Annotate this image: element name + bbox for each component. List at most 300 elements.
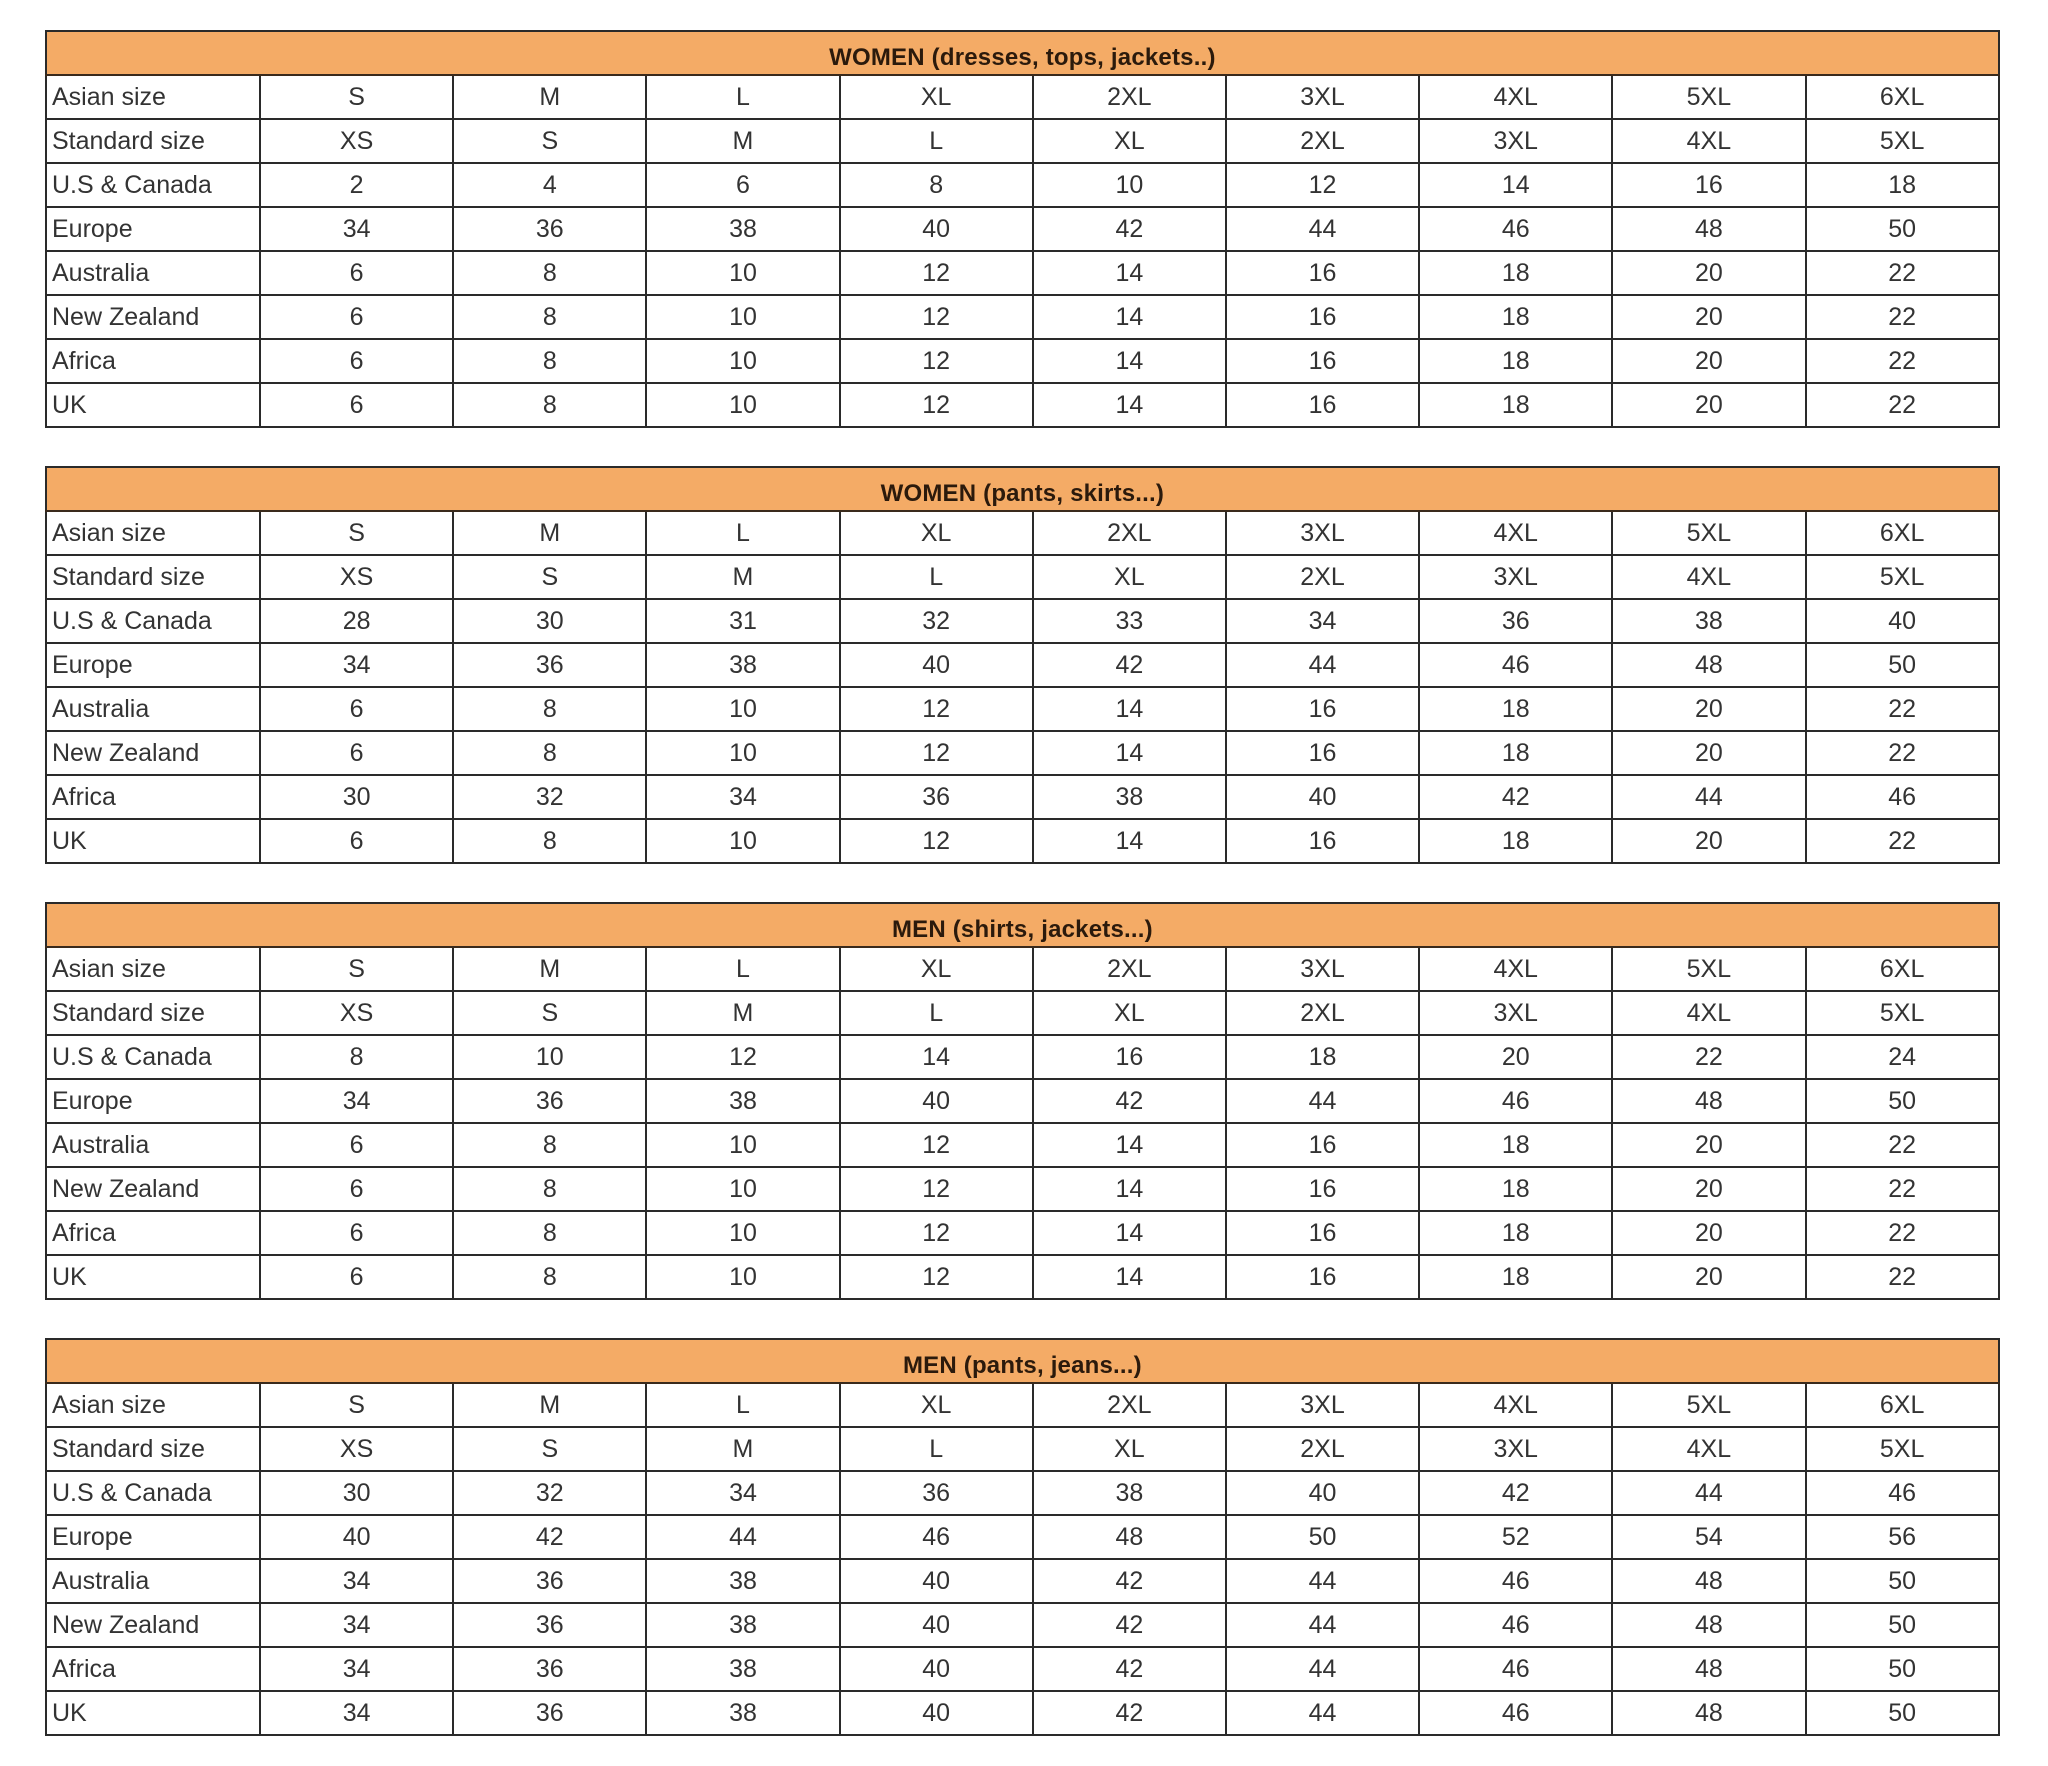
size-value-cell: XL xyxy=(840,947,1033,991)
size-value-cell: 12 xyxy=(840,731,1033,775)
size-value-cell: 40 xyxy=(840,1559,1033,1603)
size-value-cell: 36 xyxy=(453,1079,646,1123)
table-row xyxy=(46,819,1999,863)
size-value-cell: 6XL xyxy=(1806,1383,1999,1427)
size-value-cell: 5XL xyxy=(1612,75,1805,119)
table-row xyxy=(46,1471,1999,1515)
size-value-cell: 38 xyxy=(646,643,839,687)
size-value-cell: 44 xyxy=(1226,1559,1419,1603)
size-value-cell: 34 xyxy=(260,1079,453,1123)
row-label: Asian size xyxy=(46,75,260,119)
size-value-cell: 24 xyxy=(1806,1035,1999,1079)
size-value-cell: 6 xyxy=(260,1123,453,1167)
row-label: U.S & Canada xyxy=(46,163,260,207)
size-value-cell: 36 xyxy=(840,775,1033,819)
row-label: U.S & Canada xyxy=(46,1471,260,1515)
size-value-cell: 8 xyxy=(453,1167,646,1211)
size-value-cell: 48 xyxy=(1033,1515,1226,1559)
row-label: U.S & Canada xyxy=(46,1035,260,1079)
size-value-cell: 42 xyxy=(1033,1079,1226,1123)
row-label: UK xyxy=(46,1691,260,1735)
row-label: Africa xyxy=(46,775,260,819)
size-value-cell: 34 xyxy=(646,775,839,819)
size-value-cell: 54 xyxy=(1612,1515,1805,1559)
size-value-cell: 22 xyxy=(1806,339,1999,383)
size-value-cell: 40 xyxy=(840,207,1033,251)
size-value-cell: 22 xyxy=(1806,1123,1999,1167)
size-value-cell: 12 xyxy=(840,251,1033,295)
table-row xyxy=(46,339,1999,383)
size-value-cell: 10 xyxy=(453,1035,646,1079)
size-value-cell: 50 xyxy=(1806,1691,1999,1735)
size-value-cell: 20 xyxy=(1612,687,1805,731)
size-value-cell: 10 xyxy=(646,339,839,383)
size-value-cell: 42 xyxy=(1033,1691,1226,1735)
size-value-cell: 20 xyxy=(1612,819,1805,863)
size-value-cell: 6 xyxy=(646,163,839,207)
size-value-cell: 6 xyxy=(260,1255,453,1299)
size-value-cell: 20 xyxy=(1612,1255,1805,1299)
size-value-cell: 14 xyxy=(1033,383,1226,427)
row-label: Africa xyxy=(46,1647,260,1691)
size-value-cell: 33 xyxy=(1033,599,1226,643)
size-value-cell: 48 xyxy=(1612,207,1805,251)
size-value-cell: 14 xyxy=(1033,1211,1226,1255)
size-value-cell: 48 xyxy=(1612,1603,1805,1647)
size-value-cell: 56 xyxy=(1806,1515,1999,1559)
size-value-cell: 14 xyxy=(1033,1255,1226,1299)
size-value-cell: 18 xyxy=(1419,251,1612,295)
table-row xyxy=(46,511,1999,555)
size-value-cell: 4XL xyxy=(1419,511,1612,555)
size-value-cell: S xyxy=(453,555,646,599)
size-value-cell: 6 xyxy=(260,383,453,427)
size-value-cell: 12 xyxy=(840,1255,1033,1299)
size-value-cell: 44 xyxy=(1226,1647,1419,1691)
row-label: UK xyxy=(46,383,260,427)
table-row xyxy=(46,1647,1999,1691)
table-row xyxy=(46,251,1999,295)
size-value-cell: S xyxy=(260,511,453,555)
size-value-cell: 46 xyxy=(1419,1079,1612,1123)
size-value-cell: 6 xyxy=(260,1167,453,1211)
size-value-cell: 48 xyxy=(1612,1559,1805,1603)
size-value-cell: 10 xyxy=(646,731,839,775)
size-value-cell: S xyxy=(260,947,453,991)
size-value-cell: 46 xyxy=(840,1515,1033,1559)
table-title: WOMEN (pants, skirts...) xyxy=(46,467,1999,511)
size-value-cell: XL xyxy=(1033,1427,1226,1471)
size-value-cell: 18 xyxy=(1419,1123,1612,1167)
size-value-cell: M xyxy=(453,1383,646,1427)
row-label: Asian size xyxy=(46,1383,260,1427)
size-value-cell: 42 xyxy=(1033,1647,1226,1691)
size-value-cell: 30 xyxy=(453,599,646,643)
size-value-cell: 32 xyxy=(453,775,646,819)
size-value-cell: 32 xyxy=(453,1471,646,1515)
size-value-cell: 46 xyxy=(1419,643,1612,687)
size-value-cell: 44 xyxy=(1226,1079,1419,1123)
size-value-cell: 20 xyxy=(1612,251,1805,295)
size-value-cell: M xyxy=(453,947,646,991)
size-value-cell: 8 xyxy=(260,1035,453,1079)
size-value-cell: 12 xyxy=(840,1123,1033,1167)
size-value-cell: L xyxy=(840,119,1033,163)
size-value-cell: 18 xyxy=(1419,819,1612,863)
table-row xyxy=(46,383,1999,427)
size-value-cell: 18 xyxy=(1419,1255,1612,1299)
row-label: Asian size xyxy=(46,947,260,991)
size-value-cell: 12 xyxy=(1226,163,1419,207)
size-value-cell: 42 xyxy=(1033,1603,1226,1647)
size-value-cell: 22 xyxy=(1806,731,1999,775)
size-value-cell: 10 xyxy=(646,383,839,427)
size-value-cell: 42 xyxy=(453,1515,646,1559)
size-value-cell: 46 xyxy=(1419,1559,1612,1603)
size-value-cell: 50 xyxy=(1806,643,1999,687)
size-value-cell: 36 xyxy=(453,643,646,687)
size-value-cell: 22 xyxy=(1806,819,1999,863)
size-value-cell: 8 xyxy=(453,731,646,775)
table-row xyxy=(46,119,1999,163)
table-row xyxy=(46,75,1999,119)
size-value-cell: 48 xyxy=(1612,1691,1805,1735)
size-value-cell: 5XL xyxy=(1612,1383,1805,1427)
size-value-cell: 18 xyxy=(1419,339,1612,383)
size-value-cell: S xyxy=(260,75,453,119)
size-value-cell: 14 xyxy=(1033,1123,1226,1167)
size-table-4 xyxy=(45,1338,2000,1736)
size-value-cell: L xyxy=(840,555,1033,599)
size-value-cell: 38 xyxy=(1033,1471,1226,1515)
size-table-3 xyxy=(45,902,2000,1300)
size-value-cell: 38 xyxy=(646,1691,839,1735)
table-row xyxy=(46,1123,1999,1167)
size-value-cell: 42 xyxy=(1419,775,1612,819)
size-value-cell: 50 xyxy=(1806,1603,1999,1647)
size-value-cell: 18 xyxy=(1806,163,1999,207)
size-value-cell: 50 xyxy=(1806,207,1999,251)
table-row xyxy=(46,1383,1999,1427)
size-value-cell: 8 xyxy=(453,1123,646,1167)
size-value-cell: 22 xyxy=(1806,295,1999,339)
table-row xyxy=(46,1691,1999,1735)
size-value-cell: 2XL xyxy=(1033,947,1226,991)
size-value-cell: 34 xyxy=(260,1647,453,1691)
size-value-cell: 16 xyxy=(1226,1211,1419,1255)
table-row xyxy=(46,207,1999,251)
size-value-cell: 40 xyxy=(840,643,1033,687)
size-value-cell: 5XL xyxy=(1612,947,1805,991)
size-value-cell: 38 xyxy=(646,1647,839,1691)
size-value-cell: 50 xyxy=(1806,1559,1999,1603)
size-value-cell: 40 xyxy=(840,1603,1033,1647)
size-value-cell: 40 xyxy=(1226,775,1419,819)
size-value-cell: 4XL xyxy=(1419,75,1612,119)
size-value-cell: 30 xyxy=(260,1471,453,1515)
size-value-cell: 8 xyxy=(840,163,1033,207)
size-value-cell: 10 xyxy=(646,1255,839,1299)
size-value-cell: S xyxy=(453,1427,646,1471)
size-value-cell: 12 xyxy=(646,1035,839,1079)
size-value-cell: 22 xyxy=(1612,1035,1805,1079)
size-value-cell: XL xyxy=(840,75,1033,119)
size-value-cell: M xyxy=(646,555,839,599)
size-value-cell: 18 xyxy=(1419,1167,1612,1211)
size-value-cell: 6XL xyxy=(1806,511,1999,555)
size-value-cell: L xyxy=(646,1383,839,1427)
size-value-cell: 42 xyxy=(1033,1559,1226,1603)
size-value-cell: S xyxy=(260,1383,453,1427)
table-row xyxy=(46,555,1999,599)
table-row xyxy=(46,295,1999,339)
size-value-cell: 5XL xyxy=(1612,511,1805,555)
row-label: U.S & Canada xyxy=(46,599,260,643)
table-row xyxy=(46,731,1999,775)
size-value-cell: 14 xyxy=(1033,819,1226,863)
size-value-cell: 44 xyxy=(1226,207,1419,251)
size-value-cell: L xyxy=(840,991,1033,1035)
size-value-cell: 14 xyxy=(1033,1167,1226,1211)
size-value-cell: 44 xyxy=(1226,1603,1419,1647)
size-value-cell: 34 xyxy=(260,207,453,251)
size-value-cell: 16 xyxy=(1226,251,1419,295)
row-label: Standard size xyxy=(46,119,260,163)
size-value-cell: 3XL xyxy=(1226,511,1419,555)
size-value-cell: 22 xyxy=(1806,1255,1999,1299)
size-value-cell: 3XL xyxy=(1419,991,1612,1035)
size-value-cell: 20 xyxy=(1612,383,1805,427)
size-value-cell: 3XL xyxy=(1226,75,1419,119)
size-value-cell: 18 xyxy=(1419,731,1612,775)
row-label: Australia xyxy=(46,1123,260,1167)
size-value-cell: 46 xyxy=(1419,1647,1612,1691)
size-value-cell: 22 xyxy=(1806,383,1999,427)
size-value-cell: 18 xyxy=(1419,383,1612,427)
size-value-cell: 3XL xyxy=(1419,555,1612,599)
row-label: UK xyxy=(46,1255,260,1299)
size-value-cell: 36 xyxy=(453,207,646,251)
table-title-row xyxy=(46,1339,1999,1383)
size-value-cell: 10 xyxy=(646,1211,839,1255)
size-value-cell: 38 xyxy=(1612,599,1805,643)
size-value-cell: 46 xyxy=(1419,207,1612,251)
size-table-1 xyxy=(45,30,2000,428)
size-value-cell: 50 xyxy=(1226,1515,1419,1559)
size-value-cell: 18 xyxy=(1419,295,1612,339)
size-value-cell: 3XL xyxy=(1226,947,1419,991)
row-label: UK xyxy=(46,819,260,863)
table-title-row xyxy=(46,31,1999,75)
size-value-cell: 8 xyxy=(453,1255,646,1299)
size-value-cell: 22 xyxy=(1806,1167,1999,1211)
size-value-cell: M xyxy=(453,511,646,555)
size-value-cell: 20 xyxy=(1612,1123,1805,1167)
size-value-cell: 48 xyxy=(1612,1079,1805,1123)
size-value-cell: 5XL xyxy=(1806,1427,1999,1471)
size-value-cell: 20 xyxy=(1612,295,1805,339)
size-value-cell: M xyxy=(453,75,646,119)
size-value-cell: 8 xyxy=(453,251,646,295)
size-value-cell: 42 xyxy=(1033,643,1226,687)
size-value-cell: 16 xyxy=(1226,1255,1419,1299)
size-value-cell: M xyxy=(646,991,839,1035)
table-row xyxy=(46,775,1999,819)
size-value-cell: 10 xyxy=(1033,163,1226,207)
size-value-cell: XS xyxy=(260,555,453,599)
size-value-cell: XL xyxy=(1033,991,1226,1035)
size-value-cell: 44 xyxy=(1226,643,1419,687)
size-value-cell: 5XL xyxy=(1806,555,1999,599)
size-value-cell: 50 xyxy=(1806,1079,1999,1123)
size-value-cell: XS xyxy=(260,991,453,1035)
size-value-cell: 5XL xyxy=(1806,119,1999,163)
size-value-cell: 40 xyxy=(260,1515,453,1559)
size-value-cell: 34 xyxy=(260,643,453,687)
size-value-cell: 10 xyxy=(646,687,839,731)
row-label: Europe xyxy=(46,1079,260,1123)
size-value-cell: 16 xyxy=(1612,163,1805,207)
row-label: Standard size xyxy=(46,1427,260,1471)
row-label: Australia xyxy=(46,687,260,731)
table-row xyxy=(46,1079,1999,1123)
size-value-cell: XL xyxy=(840,1383,1033,1427)
table-row xyxy=(46,599,1999,643)
size-value-cell: 6 xyxy=(260,819,453,863)
size-value-cell: XL xyxy=(1033,555,1226,599)
size-value-cell: 12 xyxy=(840,687,1033,731)
size-value-cell: 6 xyxy=(260,251,453,295)
row-label: Europe xyxy=(46,643,260,687)
size-value-cell: 6 xyxy=(260,731,453,775)
size-value-cell: 14 xyxy=(1033,687,1226,731)
size-value-cell: 6 xyxy=(260,687,453,731)
size-value-cell: M xyxy=(646,119,839,163)
table-row xyxy=(46,1035,1999,1079)
size-value-cell: 14 xyxy=(1419,163,1612,207)
size-value-cell: 42 xyxy=(1033,207,1226,251)
row-label: Africa xyxy=(46,1211,260,1255)
size-value-cell: 46 xyxy=(1419,1691,1612,1735)
size-value-cell: 48 xyxy=(1612,1647,1805,1691)
size-value-cell: 2XL xyxy=(1226,1427,1419,1471)
size-value-cell: 20 xyxy=(1419,1035,1612,1079)
size-value-cell: 20 xyxy=(1612,1211,1805,1255)
size-value-cell: 2XL xyxy=(1226,119,1419,163)
size-value-cell: 46 xyxy=(1419,1603,1612,1647)
size-value-cell: 42 xyxy=(1419,1471,1612,1515)
size-value-cell: 44 xyxy=(1226,1691,1419,1735)
size-value-cell: 3XL xyxy=(1419,1427,1612,1471)
size-value-cell: 14 xyxy=(1033,731,1226,775)
size-value-cell: 10 xyxy=(646,295,839,339)
size-value-cell: 30 xyxy=(260,775,453,819)
table-title: MEN (pants, jeans...) xyxy=(46,1339,1999,1383)
size-value-cell: 6XL xyxy=(1806,75,1999,119)
size-value-cell: 18 xyxy=(1419,1211,1612,1255)
size-value-cell: 34 xyxy=(1226,599,1419,643)
size-value-cell: 12 xyxy=(840,819,1033,863)
size-table-2 xyxy=(45,466,2000,864)
row-label: Asian size xyxy=(46,511,260,555)
size-value-cell: 10 xyxy=(646,1123,839,1167)
table-row xyxy=(46,1603,1999,1647)
size-value-cell: 3XL xyxy=(1419,119,1612,163)
table-row xyxy=(46,1515,1999,1559)
size-value-cell: 16 xyxy=(1033,1035,1226,1079)
size-value-cell: 34 xyxy=(260,1603,453,1647)
size-value-cell: 38 xyxy=(646,1559,839,1603)
size-value-cell: 2 xyxy=(260,163,453,207)
row-label: New Zealand xyxy=(46,1167,260,1211)
size-value-cell: XL xyxy=(840,511,1033,555)
size-value-cell: 4XL xyxy=(1419,947,1612,991)
size-value-cell: 34 xyxy=(260,1691,453,1735)
size-value-cell: 46 xyxy=(1806,1471,1999,1515)
table-title: WOMEN (dresses, tops, jackets..) xyxy=(46,31,1999,75)
size-value-cell: 44 xyxy=(1612,775,1805,819)
row-label: Europe xyxy=(46,207,260,251)
size-value-cell: 40 xyxy=(1226,1471,1419,1515)
size-value-cell: 12 xyxy=(840,383,1033,427)
row-label: New Zealand xyxy=(46,1603,260,1647)
table-row xyxy=(46,1559,1999,1603)
size-value-cell: 10 xyxy=(646,251,839,295)
size-value-cell: 28 xyxy=(260,599,453,643)
size-value-cell: 2XL xyxy=(1226,555,1419,599)
size-value-cell: 16 xyxy=(1226,819,1419,863)
size-value-cell: 16 xyxy=(1226,731,1419,775)
size-value-cell: XL xyxy=(1033,119,1226,163)
size-value-cell: 4 xyxy=(453,163,646,207)
size-value-cell: 8 xyxy=(453,383,646,427)
size-value-cell: 20 xyxy=(1612,339,1805,383)
size-value-cell: 18 xyxy=(1419,687,1612,731)
size-value-cell: 4XL xyxy=(1612,555,1805,599)
row-label: New Zealand xyxy=(46,295,260,339)
table-row xyxy=(46,643,1999,687)
size-value-cell: 6XL xyxy=(1806,947,1999,991)
size-value-cell: 36 xyxy=(453,1647,646,1691)
table-row xyxy=(46,1255,1999,1299)
row-label: Europe xyxy=(46,1515,260,1559)
size-value-cell: 46 xyxy=(1806,775,1999,819)
size-value-cell: 4XL xyxy=(1419,1383,1612,1427)
size-value-cell: L xyxy=(840,1427,1033,1471)
table-row xyxy=(46,947,1999,991)
size-value-cell: L xyxy=(646,511,839,555)
size-value-cell: 8 xyxy=(453,819,646,863)
size-value-cell: S xyxy=(453,119,646,163)
row-label: Africa xyxy=(46,339,260,383)
size-value-cell: 20 xyxy=(1612,731,1805,775)
size-value-cell: 31 xyxy=(646,599,839,643)
size-value-cell: 14 xyxy=(1033,251,1226,295)
size-value-cell: 40 xyxy=(1806,599,1999,643)
size-value-cell: 16 xyxy=(1226,1123,1419,1167)
row-label: Australia xyxy=(46,1559,260,1603)
size-value-cell: 20 xyxy=(1612,1167,1805,1211)
size-value-cell: 12 xyxy=(840,1211,1033,1255)
size-value-cell: S xyxy=(453,991,646,1035)
size-value-cell: 38 xyxy=(1033,775,1226,819)
size-value-cell: XS xyxy=(260,1427,453,1471)
size-value-cell: 8 xyxy=(453,295,646,339)
size-value-cell: 4XL xyxy=(1612,1427,1805,1471)
size-value-cell: 14 xyxy=(1033,295,1226,339)
size-value-cell: 2XL xyxy=(1033,75,1226,119)
size-value-cell: 44 xyxy=(646,1515,839,1559)
